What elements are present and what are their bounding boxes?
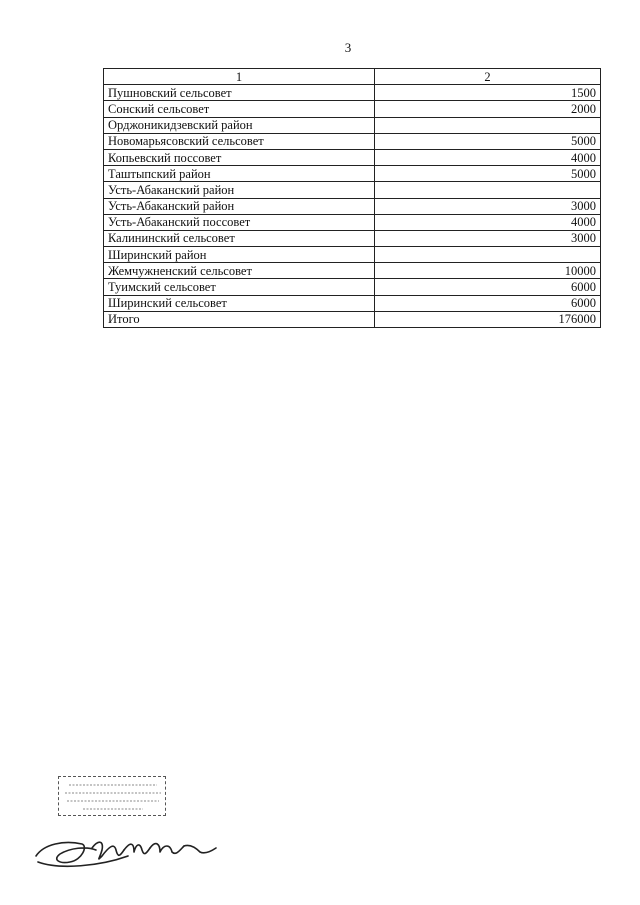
row-name: Усть-Абаканский поссовет [104,214,375,230]
table-header-row [104,69,601,85]
table-row [104,214,601,230]
stamp-icon [58,776,166,816]
stamp-lines-icon [63,780,163,814]
row-value: 6000 [375,295,601,311]
table-row [104,279,601,295]
row-name: Копьевский поссовет [104,149,375,165]
table-row [104,85,601,101]
page-number: 3 [344,40,352,55]
row-value [375,247,601,263]
column-header-1: 1 [104,69,375,85]
row-name: Ширинский сельсовет [104,295,375,311]
row-value: 4000 [375,214,601,230]
total-value: 176000 [375,311,601,327]
allocation-table [103,68,601,328]
row-value: 5000 [375,133,601,149]
column-header-2: 2 [375,69,601,85]
total-label: Итого [104,311,375,327]
row-value [375,117,601,133]
row-value: 4000 [375,149,601,165]
table-row [104,247,601,263]
row-name: Таштыпский район [104,166,375,182]
signature-icon [30,826,220,876]
row-name: Новомарьясовский сельсовет [104,133,375,149]
table-row [104,117,601,133]
row-name: Калининский сельсовет [104,230,375,246]
row-name: Сонский сельсовет [104,101,375,117]
table-row [104,230,601,246]
table-row [104,198,601,214]
row-name: Пушновский сельсовет [104,85,375,101]
row-value: 3000 [375,198,601,214]
row-name: Жемчужненский сельсовет [104,263,375,279]
row-value: 5000 [375,166,601,182]
table-row [104,182,601,198]
table-row [104,166,601,182]
table-row [104,101,601,117]
row-value: 6000 [375,279,601,295]
row-name: Туимский сельсовет [104,279,375,295]
table-row [104,263,601,279]
row-value: 10000 [375,263,601,279]
row-value: 3000 [375,230,601,246]
table-row [104,133,601,149]
row-value: 2000 [375,101,601,117]
row-name: Орджоникидзевский район [104,117,375,133]
table-row-total [104,311,601,327]
row-name: Усть-Абаканский район [104,198,375,214]
row-name: Усть-Абаканский район [104,182,375,198]
row-name: Ширинский район [104,247,375,263]
table-row [104,149,601,165]
table-row [104,295,601,311]
row-value [375,182,601,198]
row-value: 1500 [375,85,601,101]
